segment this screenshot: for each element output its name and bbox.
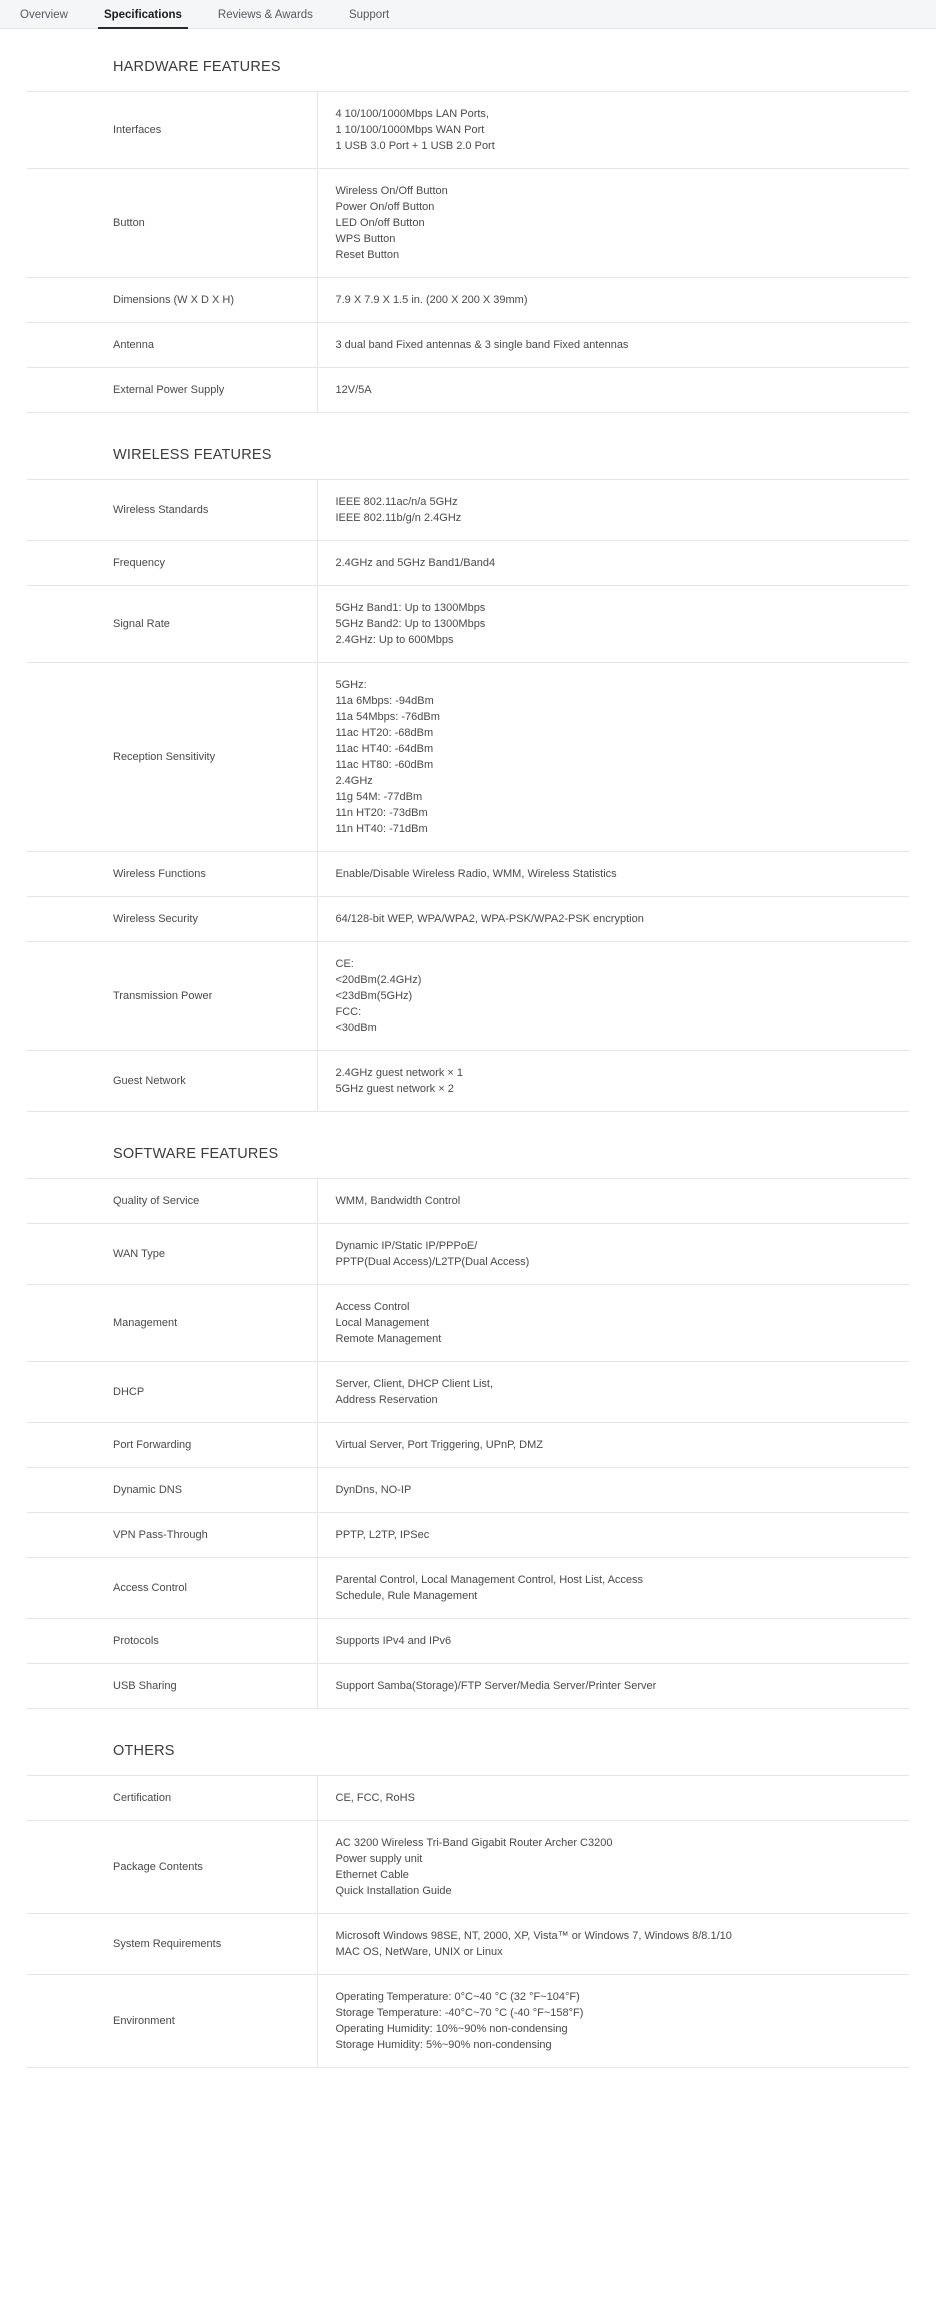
spec-label: Reception Sensitivity xyxy=(27,663,317,852)
table-row xyxy=(27,541,909,586)
spec-value xyxy=(317,1558,909,1619)
spec-value-line: 2.4GHz and 5GHz Band1/Band4 xyxy=(335,557,496,569)
spec-table xyxy=(27,91,909,413)
spec-value-line: 11ac HT40: -64dBm xyxy=(335,743,434,755)
tab-overview[interactable]: Overview xyxy=(20,8,68,21)
spec-label: Guest Network xyxy=(27,1051,317,1112)
section-title: WIRELESS FEATURES xyxy=(113,447,272,463)
table-row xyxy=(27,1664,909,1709)
table-row xyxy=(27,1051,909,1112)
spec-value-line: <30dBm xyxy=(335,1022,377,1034)
spec-label: VPN Pass-Through xyxy=(27,1513,317,1558)
spec-value-line: 4 10/100/1000Mbps LAN Ports, xyxy=(335,108,489,120)
spec-value xyxy=(317,92,909,169)
spec-label: Protocols xyxy=(27,1619,317,1664)
spec-value xyxy=(317,1468,909,1513)
spec-value-line: Virtual Server, Port Triggering, UPnP, DMZ xyxy=(335,1439,543,1451)
table-row xyxy=(27,1558,909,1619)
spec-value-line: 7.9 X 7.9 X 1.5 in. (200 X 200 X 39mm) xyxy=(335,294,528,306)
spec-value-line: Remote Management xyxy=(335,1333,442,1345)
table-row xyxy=(27,169,909,278)
spec-label: Wireless Standards xyxy=(27,480,317,541)
table-row xyxy=(27,1914,909,1975)
spec-value-line: 1 10/100/1000Mbps WAN Port xyxy=(335,124,485,136)
spec-value-line: 5GHz: xyxy=(335,679,367,691)
spec-value xyxy=(317,1821,909,1914)
spec-value-line: Parental Control, Local Management Control, Host List, Access xyxy=(335,1574,644,1586)
spec-value-line: IEEE 802.11b/g/n 2.4GHz xyxy=(335,512,462,524)
spec-value-line: 11a 54Mbps: -76dBm xyxy=(335,711,440,723)
spec-value-line: 2.4GHz xyxy=(335,775,373,787)
spec-value-line: AC 3200 Wireless Tri-Band Gigabit Router Archer C3200 xyxy=(335,1837,613,1849)
table-row xyxy=(27,852,909,897)
spec-value-line: Microsoft Windows 98SE, NT, 2000, XP, Vista™ or Windows 7, Windows 8/8.1/10 xyxy=(335,1930,732,1942)
table-row xyxy=(27,1821,909,1914)
tab-reviews-awards[interactable]: Reviews & Awards xyxy=(217,8,313,21)
tab-bar xyxy=(0,0,936,29)
table-row xyxy=(27,278,909,323)
spec-value-line: 11g 54M: -77dBm xyxy=(335,791,423,803)
spec-value xyxy=(317,1513,909,1558)
spec-value-line: CE: xyxy=(335,958,354,970)
spec-value-line: 5GHz guest network × 2 xyxy=(335,1083,454,1095)
spec-value-line: MAC OS, NetWare, UNIX or Linux xyxy=(335,1946,503,1958)
spec-value-line: 64/128-bit WEP, WPA/WPA2, WPA-PSK/WPA2-PSK encryption xyxy=(335,913,644,925)
spec-value-line: Power supply unit xyxy=(335,1853,423,1865)
table-row xyxy=(27,1285,909,1362)
spec-label: Management xyxy=(27,1285,317,1362)
spec-value-line: Power On/off Button xyxy=(335,201,435,213)
spec-value-line: Server, Client, DHCP Client List, xyxy=(335,1378,494,1390)
spec-label: Access Control xyxy=(27,1558,317,1619)
specifications-content xyxy=(0,29,936,2078)
table-row xyxy=(27,368,909,413)
table-row xyxy=(27,1362,909,1423)
spec-value-line: Supports IPv4 and IPv6 xyxy=(335,1635,452,1647)
spec-value-line: 3 dual band Fixed antennas & 3 single band Fixed antennas xyxy=(335,339,629,351)
spec-value-line: PPTP, L2TP, IPSec xyxy=(335,1529,430,1541)
spec-value-line: 11n HT40: -71dBm xyxy=(335,823,428,835)
spec-label: Wireless Security xyxy=(27,897,317,942)
spec-label: WAN Type xyxy=(27,1224,317,1285)
spec-section xyxy=(27,413,909,1112)
table-row xyxy=(27,92,909,169)
spec-value-line: 1 USB 3.0 Port + 1 USB 2.0 Port xyxy=(335,140,495,152)
spec-value xyxy=(317,1975,909,2068)
spec-value xyxy=(317,586,909,663)
table-row xyxy=(27,1179,909,1224)
spec-value-line: IEEE 802.11ac/n/a 5GHz xyxy=(335,496,458,508)
spec-label: DHCP xyxy=(27,1362,317,1423)
spec-value-line: 11ac HT20: -68dBm xyxy=(335,727,434,739)
spec-label: Button xyxy=(27,169,317,278)
spec-label: Port Forwarding xyxy=(27,1423,317,1468)
spec-value-line: CE, FCC, RoHS xyxy=(335,1792,415,1804)
spec-value xyxy=(317,1423,909,1468)
tab-specifications[interactable]: Specifications xyxy=(86,0,200,29)
spec-value-line: 11n HT20: -73dBm xyxy=(335,807,428,819)
spec-value-line: Wireless On/Off Button xyxy=(335,185,448,197)
table-row xyxy=(27,586,909,663)
spec-label: Antenna xyxy=(27,323,317,368)
spec-label: Dynamic DNS xyxy=(27,1468,317,1513)
spec-label: Transmission Power xyxy=(27,942,317,1051)
spec-value xyxy=(317,1664,909,1709)
spec-value xyxy=(317,1224,909,1285)
table-row xyxy=(27,663,909,852)
spec-value-line: WMM, Bandwidth Control xyxy=(335,1195,461,1207)
spec-label: External Power Supply xyxy=(27,368,317,413)
table-row xyxy=(27,1468,909,1513)
spec-value-line: PPTP(Dual Access)/L2TP(Dual Access) xyxy=(335,1256,530,1268)
spec-value-line: DynDns, NO-IP xyxy=(335,1484,412,1496)
table-row xyxy=(27,323,909,368)
spec-value xyxy=(317,323,909,368)
table-row xyxy=(27,897,909,942)
spec-value xyxy=(317,169,909,278)
spec-value-line: 11ac HT80: -60dBm xyxy=(335,759,434,771)
spec-value-line: Storage Temperature: -40°C~70 °C (-40 °F~158°F) xyxy=(335,2007,584,2019)
spec-label: Package Contents xyxy=(27,1821,317,1914)
spec-value-line: Storage Humidity: 5%~90% non-condensing xyxy=(335,2039,552,2051)
table-row xyxy=(27,1975,909,2068)
spec-value-line: Reset Button xyxy=(335,249,400,261)
spec-value-line: 12V/5A xyxy=(335,384,372,396)
spec-value xyxy=(317,663,909,852)
spec-value-line: Address Reservation xyxy=(335,1394,438,1406)
spec-value-line: Ethernet Cable xyxy=(335,1869,409,1881)
spec-value-line: Support Samba(Storage)/FTP Server/Media Server/Printer Server xyxy=(335,1680,657,1692)
spec-label: Dimensions (W X D X H) xyxy=(27,278,317,323)
spec-value xyxy=(317,1362,909,1423)
table-row xyxy=(27,1423,909,1468)
spec-label: Quality of Service xyxy=(27,1179,317,1224)
spec-value xyxy=(317,368,909,413)
spec-value xyxy=(317,897,909,942)
spec-value-line: Local Management xyxy=(335,1317,430,1329)
spec-value-line: 2.4GHz: Up to 600Mbps xyxy=(335,634,454,646)
table-row xyxy=(27,1776,909,1821)
section-title: SOFTWARE FEATURES xyxy=(113,1146,279,1162)
spec-value-line: FCC: xyxy=(335,1006,362,1018)
spec-value-line: <20dBm(2.4GHz) xyxy=(335,974,422,986)
spec-value xyxy=(317,1619,909,1664)
spec-label: Interfaces xyxy=(27,92,317,169)
spec-table xyxy=(27,1178,909,1709)
spec-section xyxy=(27,1112,909,1709)
spec-label: Signal Rate xyxy=(27,586,317,663)
spec-value-line: Schedule, Rule Management xyxy=(335,1590,478,1602)
table-row xyxy=(27,480,909,541)
spec-value-line: 5GHz Band1: Up to 1300Mbps xyxy=(335,602,486,614)
spec-label: Environment xyxy=(27,1975,317,2068)
spec-section xyxy=(27,29,909,413)
spec-value xyxy=(317,1179,909,1224)
spec-value xyxy=(317,1776,909,1821)
table-row xyxy=(27,1224,909,1285)
spec-value-line: Access Control xyxy=(335,1301,410,1313)
spec-value-line: <23dBm(5GHz) xyxy=(335,990,413,1002)
spec-value xyxy=(317,1051,909,1112)
spec-label: Wireless Functions xyxy=(27,852,317,897)
table-row xyxy=(27,942,909,1051)
spec-value xyxy=(317,541,909,586)
spec-section xyxy=(27,1709,909,2068)
spec-value-line: Operating Temperature: 0°C~40 °C (32 °F~104°F) xyxy=(335,1991,580,2003)
spec-table xyxy=(27,479,909,1112)
spec-value-line: LED On/off Button xyxy=(335,217,425,229)
spec-value-line: 2.4GHz guest network × 1 xyxy=(335,1067,463,1079)
spec-label: USB Sharing xyxy=(27,1664,317,1709)
spec-value xyxy=(317,278,909,323)
spec-value xyxy=(317,1285,909,1362)
spec-value xyxy=(317,480,909,541)
spec-value xyxy=(317,1914,909,1975)
spec-label: Frequency xyxy=(27,541,317,586)
spec-label: System Requirements xyxy=(27,1914,317,1975)
spec-value-line: WPS Button xyxy=(335,233,396,245)
spec-value-line: Quick Installation Guide xyxy=(335,1885,452,1897)
spec-value-line: Dynamic IP/Static IP/PPPoE/ xyxy=(335,1240,478,1252)
tab-support[interactable]: Support xyxy=(348,8,390,21)
section-title: OTHERS xyxy=(113,1743,175,1759)
spec-value xyxy=(317,942,909,1051)
spec-value-line: Operating Humidity: 10%~90% non-condensing xyxy=(335,2023,568,2035)
spec-value-line: 5GHz Band2: Up to 1300Mbps xyxy=(335,618,486,630)
spec-value-line: Enable/Disable Wireless Radio, WMM, Wireless Statistics xyxy=(335,868,617,880)
section-title: HARDWARE FEATURES xyxy=(113,59,281,75)
spec-table xyxy=(27,1775,909,2068)
spec-value xyxy=(317,852,909,897)
table-row xyxy=(27,1619,909,1664)
table-row xyxy=(27,1513,909,1558)
spec-value-line: 11a 6Mbps: -94dBm xyxy=(335,695,434,707)
spec-label: Certification xyxy=(27,1776,317,1821)
